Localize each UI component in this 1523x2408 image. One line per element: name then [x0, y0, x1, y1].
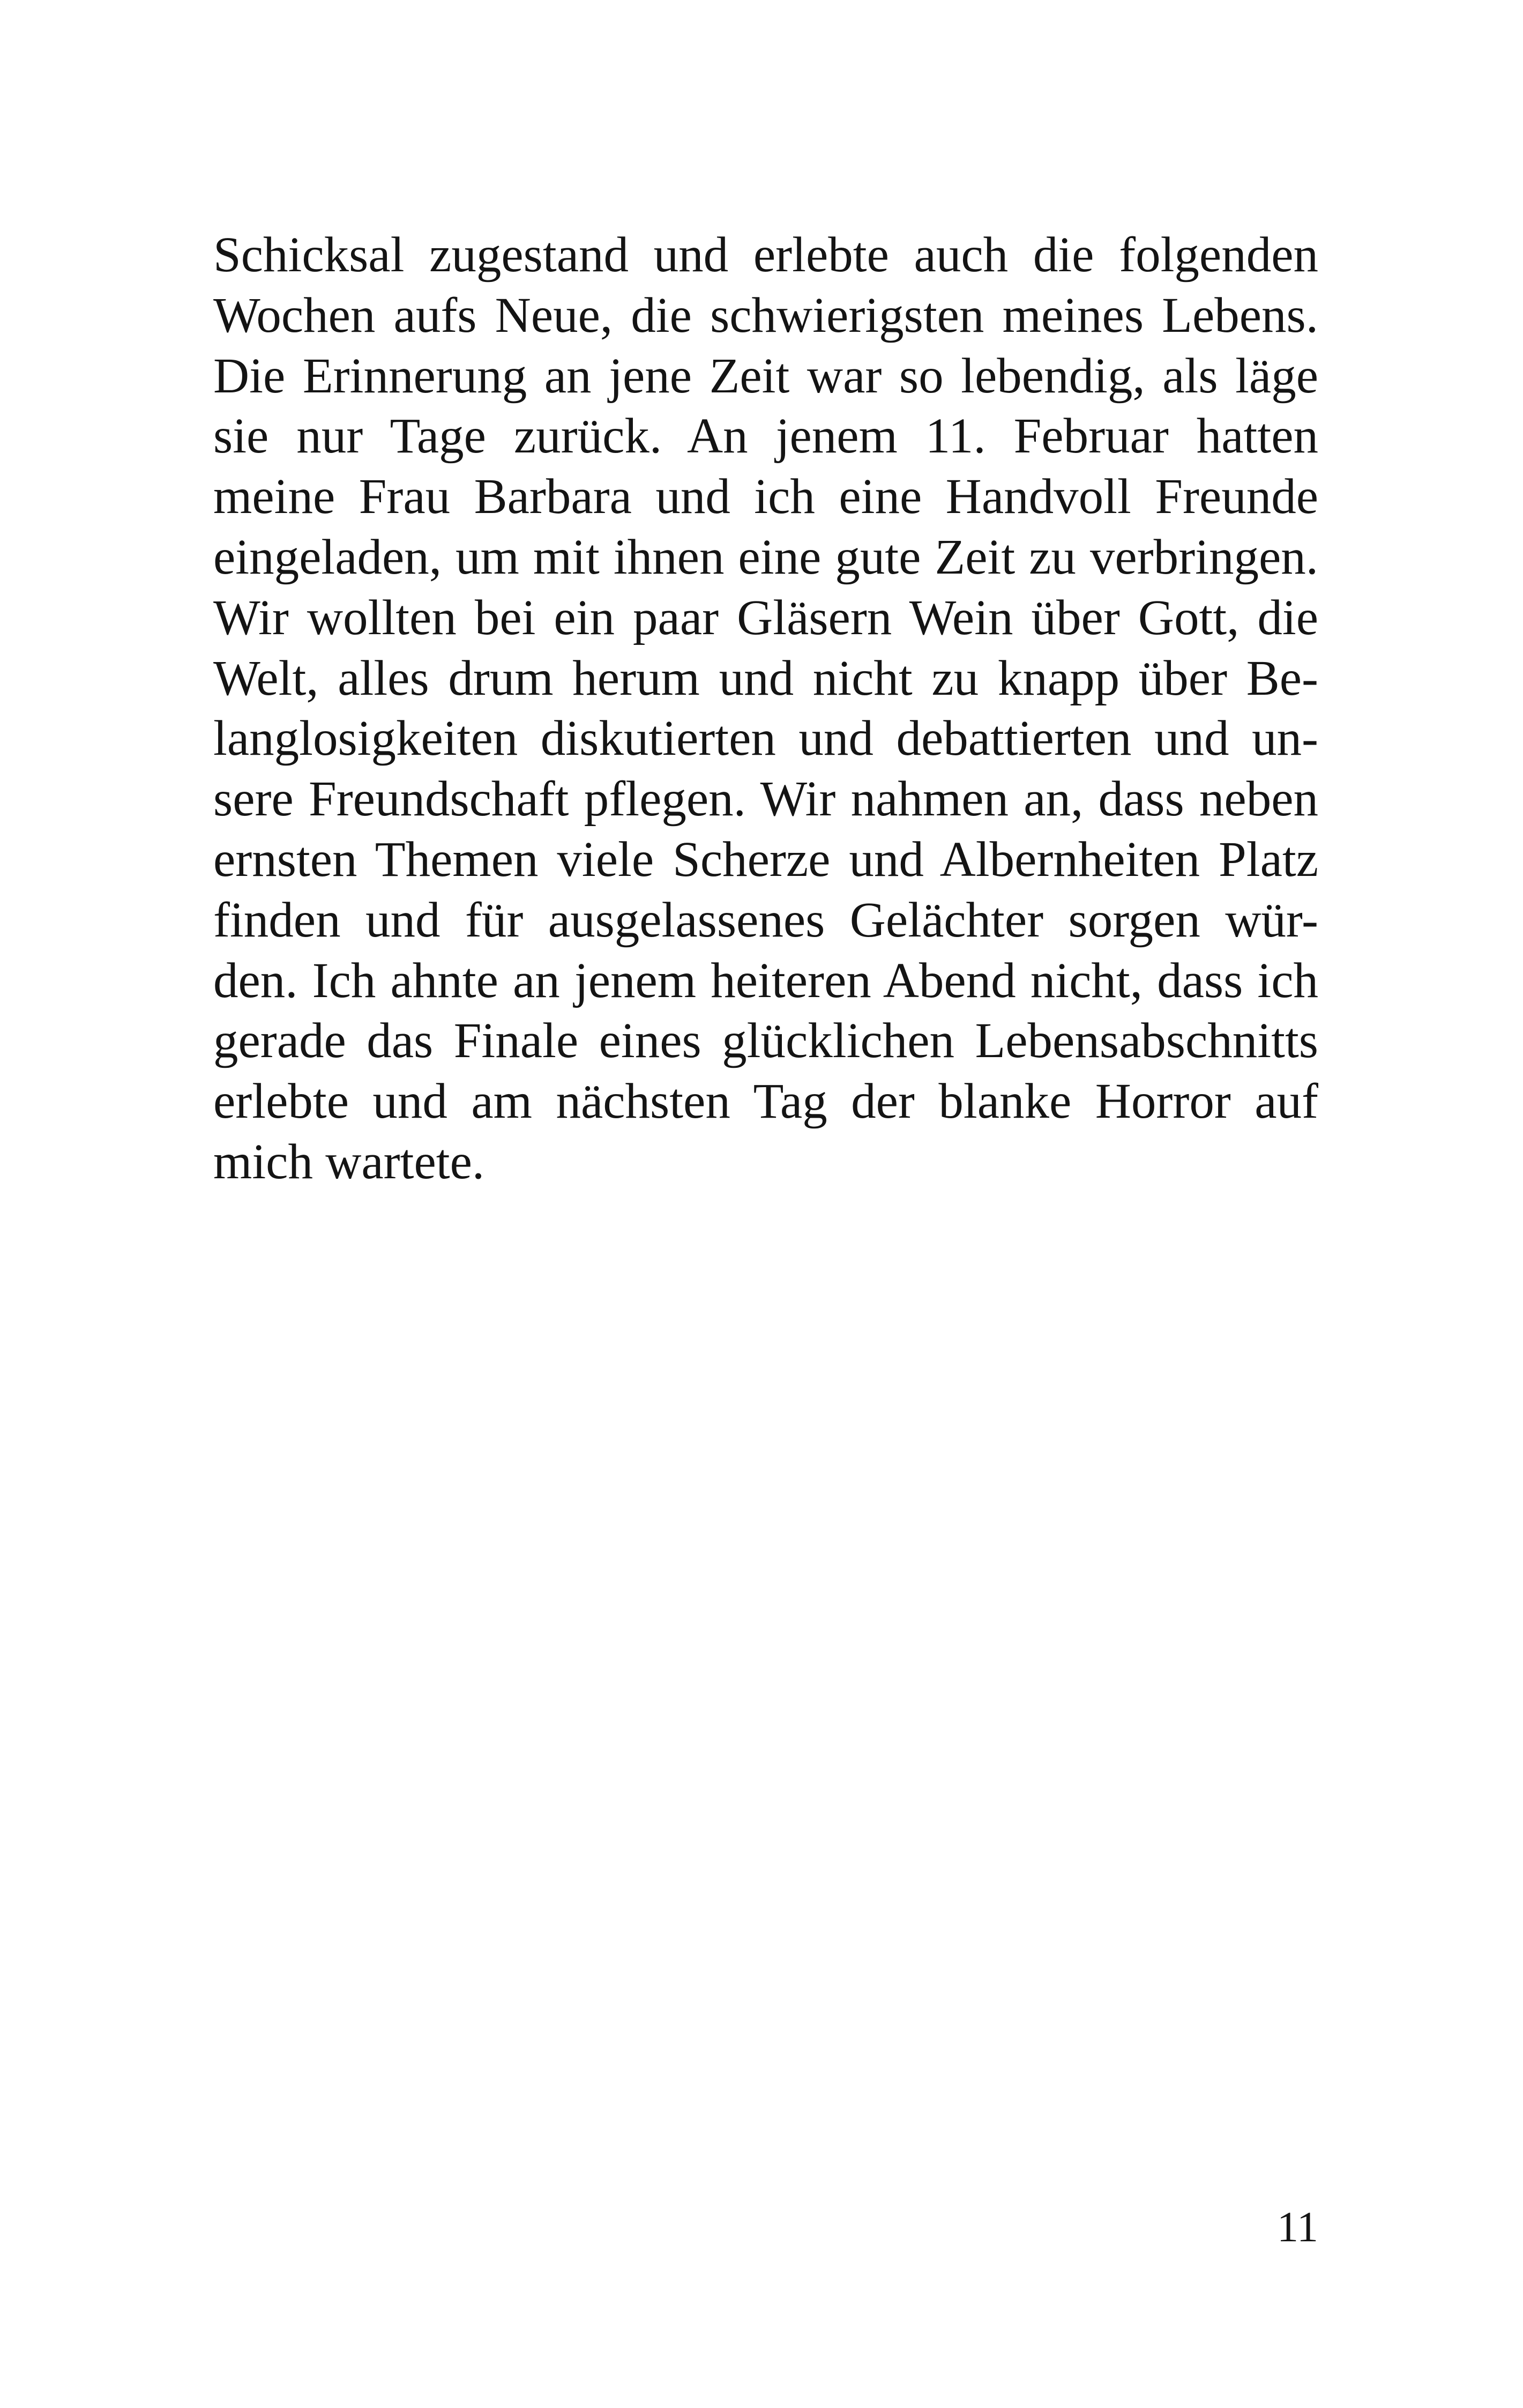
text-line: Die Erinnerung an jene Zeit war so lebendig, als läge — [213, 348, 1318, 404]
text-line: Wochen aufs Neue, die schwierigsten meines Lebens. — [213, 287, 1318, 343]
text-line: finden und für ausgelassenes Gelächter sorgen wür- — [213, 892, 1318, 948]
text-line: sie nur Tage zurück. An jenem 11. Februar hatten — [213, 408, 1318, 464]
text-line: meine Frau Barbara und ich eine Handvoll Freunde — [213, 469, 1318, 525]
text-line: sere Freundschaft pflegen. Wir nahmen an, dass neben — [213, 771, 1318, 827]
text-line: Welt, alles drum herum und nicht zu knapp über Be- — [213, 650, 1318, 706]
text-line: mich wartete. — [213, 1134, 485, 1190]
body-text — [213, 225, 1318, 1193]
text-line: eingeladen, um mit ihnen eine gute Zeit zu verbringen. — [213, 529, 1318, 585]
text-line: ernsten Themen viele Scherze und Albernheiten Platz — [213, 831, 1318, 887]
text-line: gerade das Finale eines glücklichen Lebensabschnitts — [213, 1013, 1318, 1069]
page-number: 11 — [1276, 2204, 1318, 2251]
text-line: Wir wollten bei ein paar Gläsern Wein über Gott, die — [213, 590, 1318, 645]
text-line: Schicksal zugestand und erlebte auch die folgenden — [213, 227, 1318, 283]
text-line: langlosigkeiten diskutierten und debattierten und un- — [213, 711, 1318, 767]
text-line: erlebte und am nächsten Tag der blanke Horror auf — [213, 1074, 1318, 1129]
text-line: den. Ich ahnte an jenem heiteren Abend nicht, dass ich — [213, 953, 1318, 1008]
